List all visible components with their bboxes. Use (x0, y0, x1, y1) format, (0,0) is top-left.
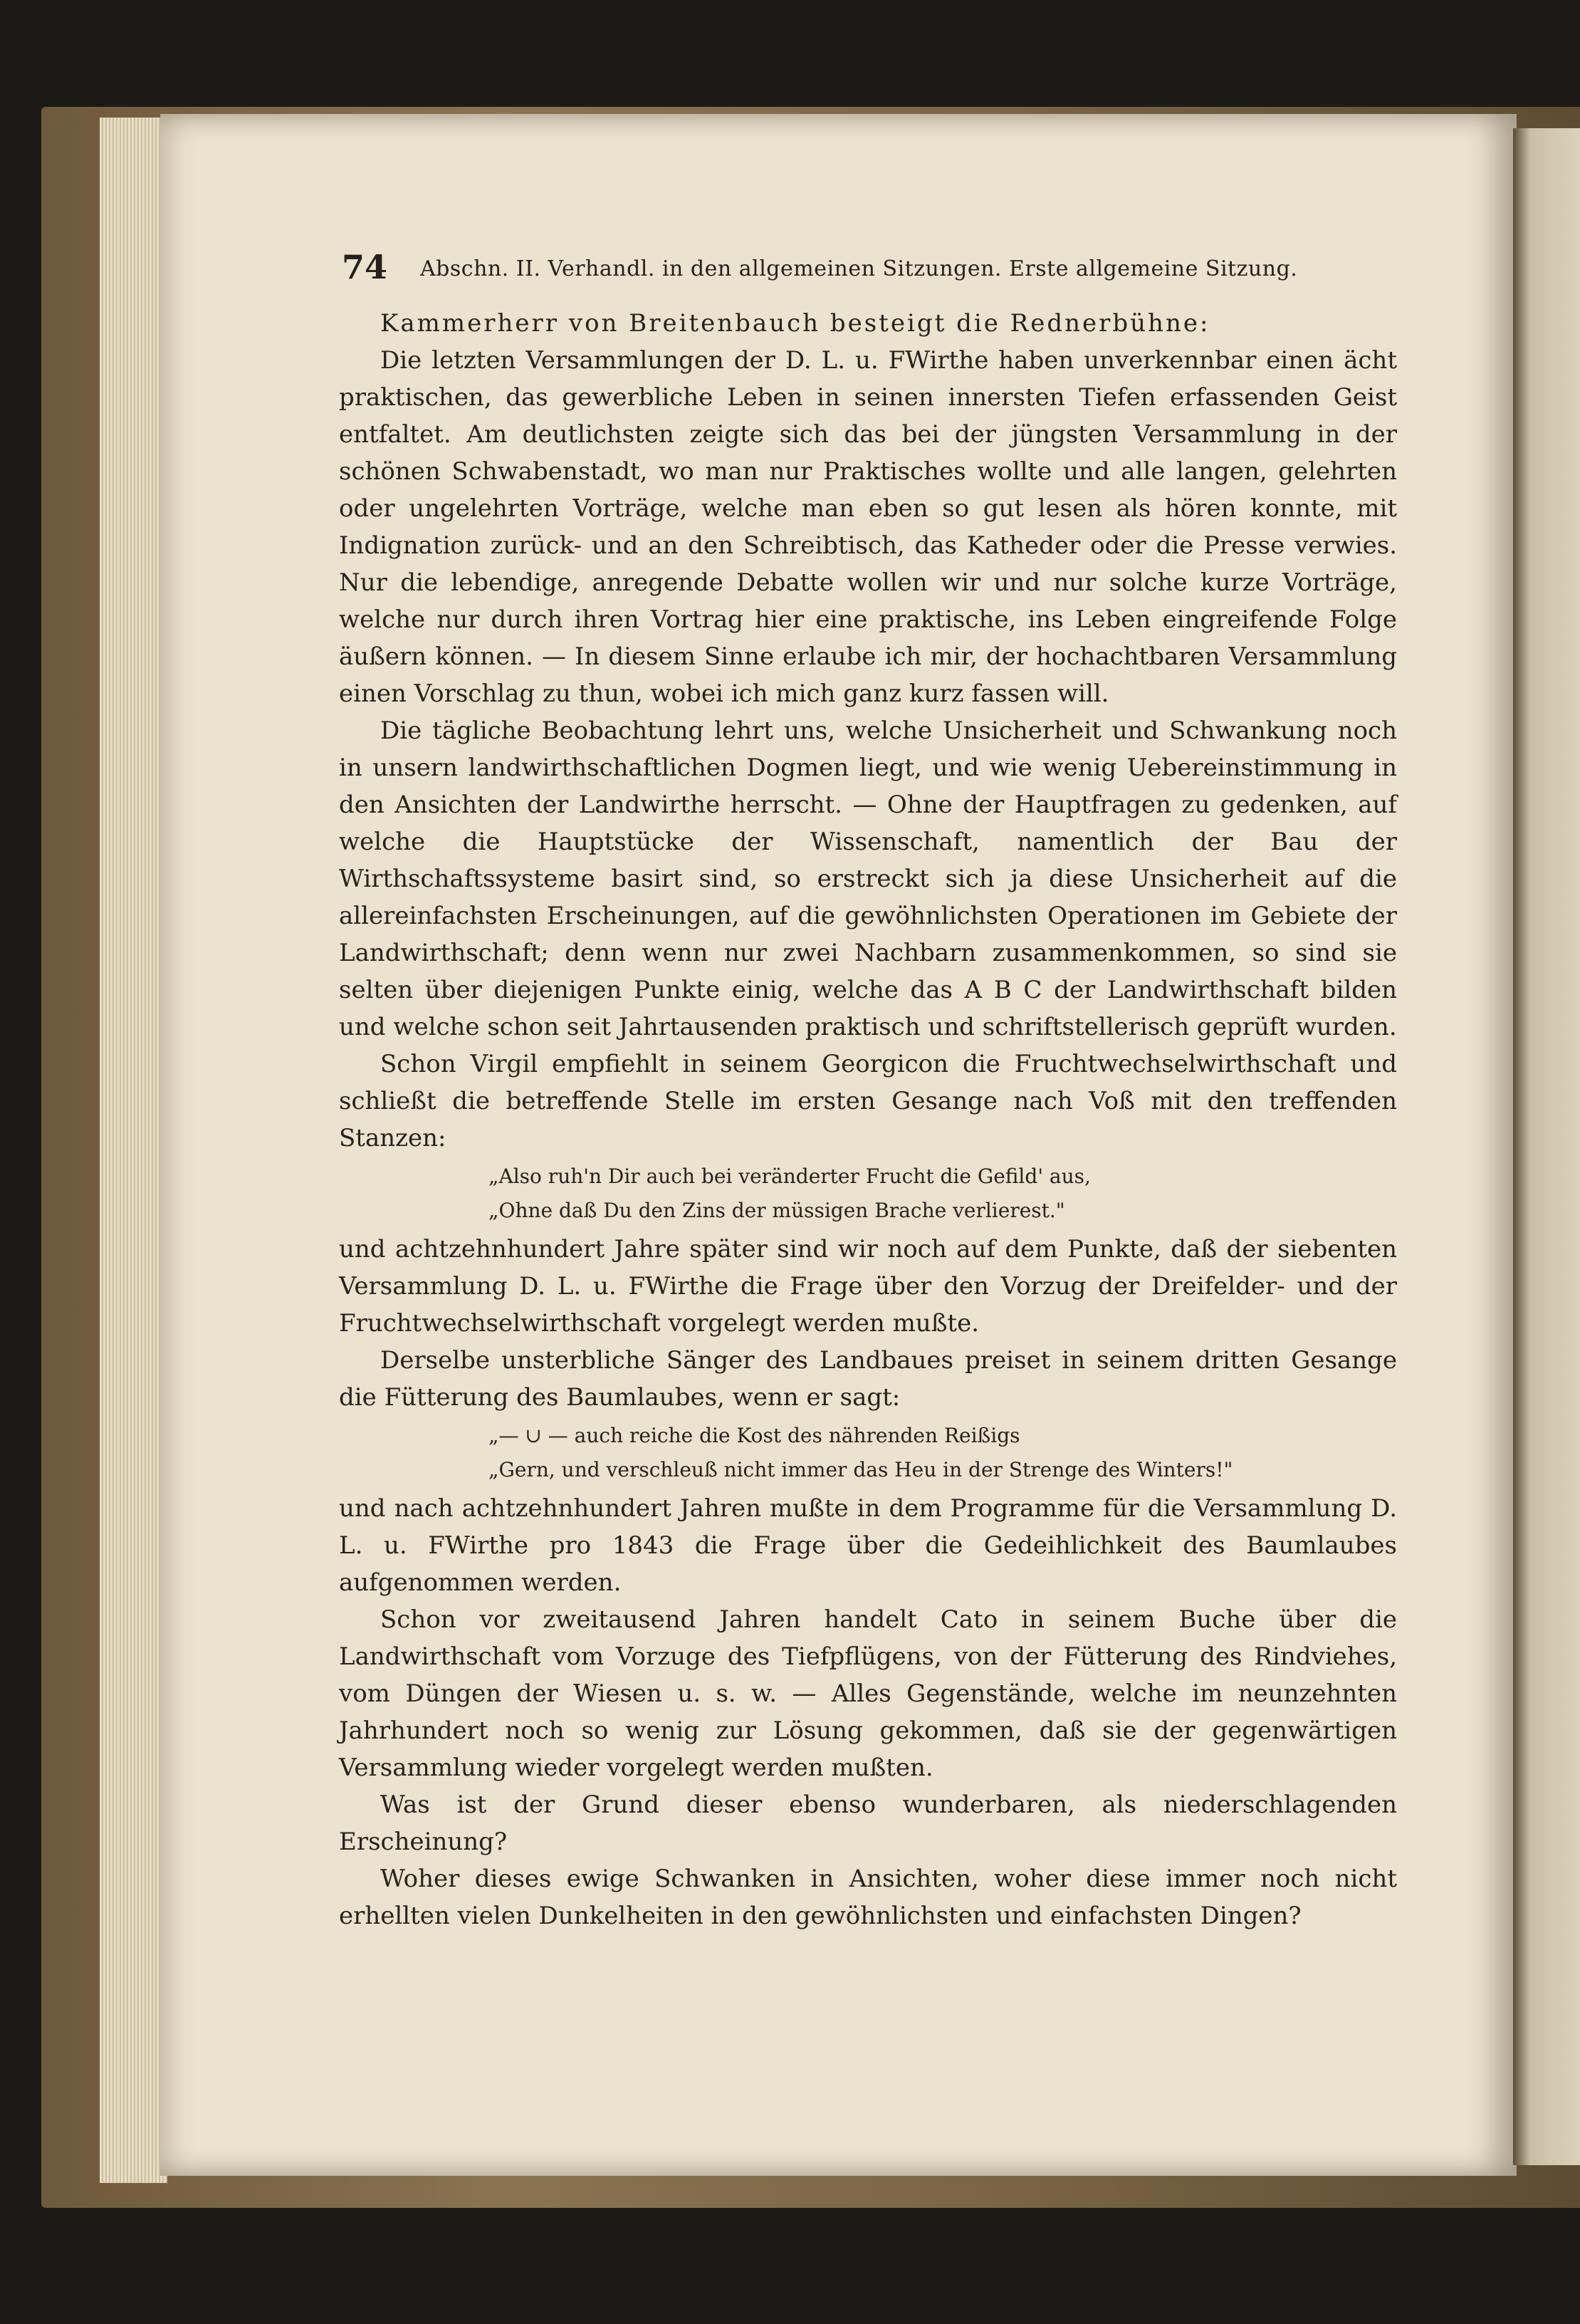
verse-quote (488, 1419, 1397, 1487)
paragraph: Woher dieses ewige Schwanken in Ansichten, woher diese immer noch nicht erhellten vielen Dunkelheiten in den gewöhnlichsten und einfachsten Dingen? (339, 1865, 1397, 1930)
paragraph: Derselbe unsterbliche Sänger des Landbaues preiset in seinem dritten Gesange die Fütterung des Baumlaubes, wenn er sagt: (339, 1346, 1397, 1412)
facing-page (1513, 128, 1580, 2165)
paragraph: Die letzten Versammlungen der D. L. u. FWirthe haben unverkennbar einen ächt praktischen, das gewerbliche Leben in seinen innersten Tiefen erfassenden Geist entfaltet. Am deutlichsten zeigte sich das bei der jüngsten Versammlung in der schönen Schwabenstadt, wo man nur Praktisches wollte und alle langen, gelehrten oder ungelehrten Vorträge, welche man eben so gut lesen als hören konnte, mit Indignation zurück- und an den Schreibtisch, das Katheder oder die Presse verwies. Nur die lebendige, anregende Debatte wollen wir und nur solche kurze Vorträge, welche nur durch ihren Vortrag hier eine praktische, ins Leben eingreifende Folge äußern können. — In diesem Sinne erlaube ich mir, der hochachtbaren Versammlung einen Vorschlag zu thun, wobei ich mich ganz kurz fassen will. (339, 346, 1397, 708)
paragraph: Schon Virgil empfiehlt in seinem Georgicon die Fruchtwechselwirthschaft und schließt die betreffende Stelle im ersten Gesange nach Voß mit den treffenden Stanzen: (339, 1050, 1397, 1152)
paragraph: und achtzehnhundert Jahre später sind wir noch auf dem Punkte, daß der siebenten Versammlung D. L. u. FWirthe die Frage über den Vorzug der Dreifelder- und der Fruchtwechselwirthschaft vorgelegt werden mußte. (339, 1235, 1397, 1338)
verse-line: „Gern, und verschleuß nicht immer das Heu in der Strenge des Winters!" (488, 1458, 1233, 1481)
verse-line: „Ohne daß Du den Zins der müssigen Brache verlierest." (488, 1199, 1065, 1222)
verse-line: „Also ruh'n Dir auch bei veränderter Frucht die Gefild' aus, (488, 1164, 1091, 1188)
verse-quote (488, 1160, 1397, 1228)
page-edges (100, 118, 167, 2183)
page-body (339, 305, 1397, 1934)
paragraph: Was ist der Grund dieser ebenso wunderbaren, als niederschlagenden Erscheinung? (339, 1791, 1397, 1856)
page-number: 74 (342, 248, 388, 286)
verse-line: „— ∪ — auch reiche die Kost des nährenden Reißigs (488, 1424, 1020, 1447)
page-header (342, 248, 1324, 291)
running-head: Abschn. II. Verhandl. in den allgemeinen Sitzungen. Erste allgemeine Sitzung. (420, 256, 1298, 281)
speaker-line: Kammerherr von Breitenbauch besteigt die Rednerbühne: (380, 309, 1210, 338)
paragraph: Schon vor zweitausend Jahren handelt Cato in seinem Buche über die Landwirthschaft vom Vorzuge des Tiefpflügens, von der Fütterung des Rindviehes, vom Düngen der Wiesen u. s. w. — Alles Gegenstände, welche im neunzehnten Jahrhundert noch so wenig zur Lösung gekommen, daß sie der gegenwärtigen Versammlung wieder vorgelegt werden mußten. (339, 1605, 1397, 1782)
paragraph: und nach achtzehnhundert Jahren mußte in dem Programme für die Versammlung D. L. u. FWirthe pro 1843 die Frage über die Gedeihlichkeit des Baumlaubes aufgenommen werden. (339, 1494, 1397, 1597)
paragraph: Die tägliche Beobachtung lehrt uns, welche Unsicherheit und Schwankung noch in unsern landwirthschaftlichen Dogmen liegt, und wie wenig Uebereinstimmung in den Ansichten der Landwirthe herrscht. — Ohne der Hauptfragen zu gedenken, auf welche die Hauptstücke der Wissenschaft, namentlich der Bau der Wirthschaftssysteme basirt sind, so erstreckt sich ja diese Unsicherheit auf die allereinfachsten Erscheinungen, auf die gewöhnlichsten Operationen im Gebiete der Landwirthschaft; denn wenn nur zwei Nachbarn zusammenkommen, so sind sie selten über diejenigen Punkte einig, welche das A B C der Landwirthschaft bilden und welche schon seit Jahrtausenden praktisch und schriftstellerisch geprüft wurden. (339, 717, 1397, 1041)
